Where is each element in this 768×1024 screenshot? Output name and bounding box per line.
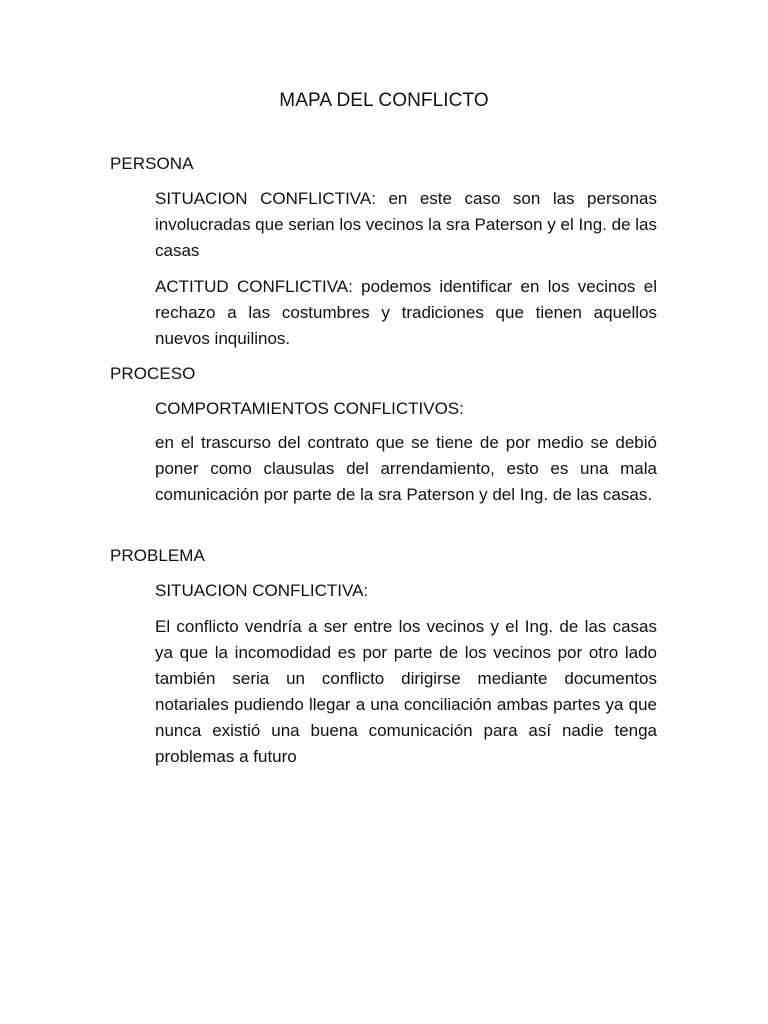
paragraph-problema-detail: El conflicto vendría a ser entre los vecinos y el Ing. de las casas ya que la incomodidad es por parte de los vecinos por otro lado también seria un conflicto dirigirse mediante documentos notariales pudiendo llegar a una conciliación ambas partes ya que nunca existió una buena comunicación para así nadie tenga problemas a futuro [155,617,657,766]
section-heading-problema: PROBLEMA [110,546,205,565]
section-heading-proceso: PROCESO [110,364,196,383]
paragraph-situacion-conflictiva-persona: SITUACION CONFLICTIVA: en este caso son las personas involucradas que serian los vecinos la sra Paterson y el Ing. de las casas [155,189,657,260]
paragraph-actitud-conflictiva: ACTITUD CONFLICTIVA: podemos identificar en los vecinos el rechazo a las costumbres y tradiciones que tienen aquellos nuevos inquilinos. [155,277,657,348]
paragraph-comportamientos-conflictivos: COMPORTAMIENTOS CONFLICTIVOS: [155,399,464,418]
paragraph-situacion-conflictiva-problema: SITUACION CONFLICTIVA: [155,581,369,600]
paragraph-proceso-detail: en el trascurso del contrato que se tiene de por medio se debió poner como clausulas del arrendamiento, esto es una mala comunicación por parte de la sra Paterson y del Ing. de las casas. [155,433,657,504]
document-title: MAPA DEL CONFLICTO [279,90,489,111]
section-heading-persona: PERSONA [110,154,194,173]
